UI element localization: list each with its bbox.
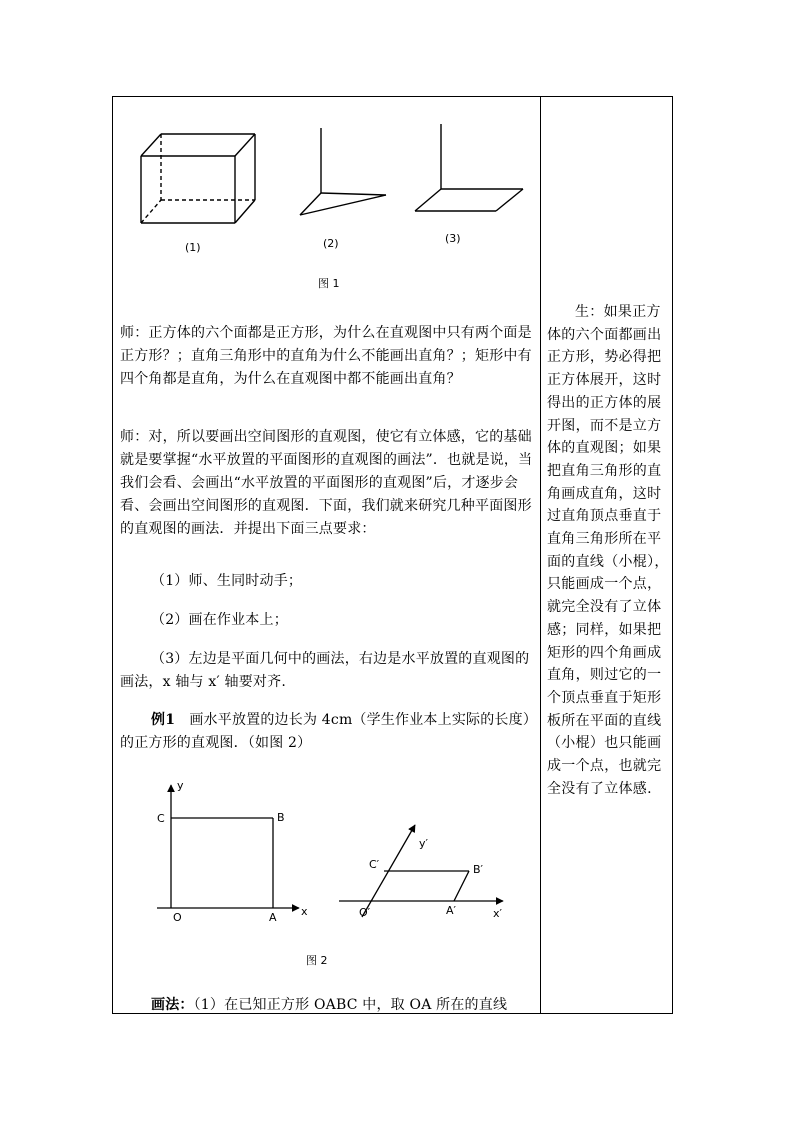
right-c-label: C′: [369, 858, 380, 871]
example-1-label: 例1: [151, 712, 176, 728]
right-x-label: x′: [493, 907, 503, 920]
requirement-2: （2）画在作业本上；: [151, 612, 288, 628]
right-b-label: B′: [473, 863, 484, 876]
method-label: 画法：: [151, 997, 194, 1013]
example-1-text: 画水平放置的边长为 4cm（学生作业本上实际的长度）的正方形的直观图．（如图 2）: [120, 712, 531, 751]
left-c-label: C: [157, 812, 165, 825]
left-b-label: B: [277, 811, 285, 824]
side-column: [541, 97, 672, 1013]
main-column: [113, 97, 540, 1013]
cube-drawing: [141, 134, 255, 223]
requirement-1: （1）师、生同时动手；: [151, 573, 303, 589]
right-a-label: A′: [446, 904, 457, 917]
figure-1-label-1: (1): [185, 241, 201, 254]
figure-1-caption: 图 1: [318, 277, 340, 290]
figure-2: [113, 777, 540, 927]
figure-1-label-2: (2): [323, 237, 339, 250]
right-o-label: O′: [359, 906, 371, 919]
teacher-question: 师：正方体的六个面都是正方形，为什么在直观图中只有两个面是正方形？；直角三角形中的直角为什么不能画出直角？；矩形中有四个角都是直角，为什么在直观图中都不能画出直角？: [120, 325, 532, 387]
figure-1: [113, 97, 540, 297]
method-line: [120, 994, 540, 1013]
left-a-label: A: [269, 911, 277, 924]
right-y-label: y′: [419, 837, 429, 850]
left-y-label: y: [177, 779, 184, 792]
square-figure: [157, 785, 299, 908]
teacher-explanation: 师：对，所以要画出空间图形的直观图，使它有立体感，它的基础就是要掌握“水平放置的平面图形的直观图的画法”．也就是说，当我们会看、会画出“水平放置的平面图形的直观图”后，才逐步会看、会画出空间图形的直观图．下面，我们就来研究几种平面图形的直观图的画法．并提出下面三点要求：: [120, 429, 533, 537]
left-o-label: O: [173, 911, 182, 924]
requirement-3: （3）左边是平面几何中的画法，右边是水平放置的直观图的画法，x 轴与 x′ 轴要对齐.: [120, 651, 530, 690]
figure-1-label-3: (3): [445, 232, 461, 245]
left-x-label: x: [301, 905, 308, 918]
method-text: （1）在已知正方形 OABC 中，取 OA 所在的直线: [193, 997, 508, 1013]
rectangle-stick-drawing: [415, 124, 523, 211]
lesson-table: [112, 96, 673, 1014]
student-response: 生：如果正方体的六个面都画出正方形，势必得把正方体展开，这时得出的正方体的展开图，而不是立方体的直观图；如果把直角三角形的直角画成直角，这时过直角顶点垂直于直角三角形所在平面的直线（小棍），只能画成一个点，就完全没有了立体感；同样，如果把矩形的四个角画成直角，则过它的一个顶点垂直于矩形板所在平面的直线（小棍）也只能画成一个点，也就完全没有了立体感.: [547, 304, 669, 797]
figure-2-caption: 图 2: [306, 954, 328, 967]
example-1: [120, 709, 534, 755]
triangle-stick-drawing: [300, 128, 386, 215]
